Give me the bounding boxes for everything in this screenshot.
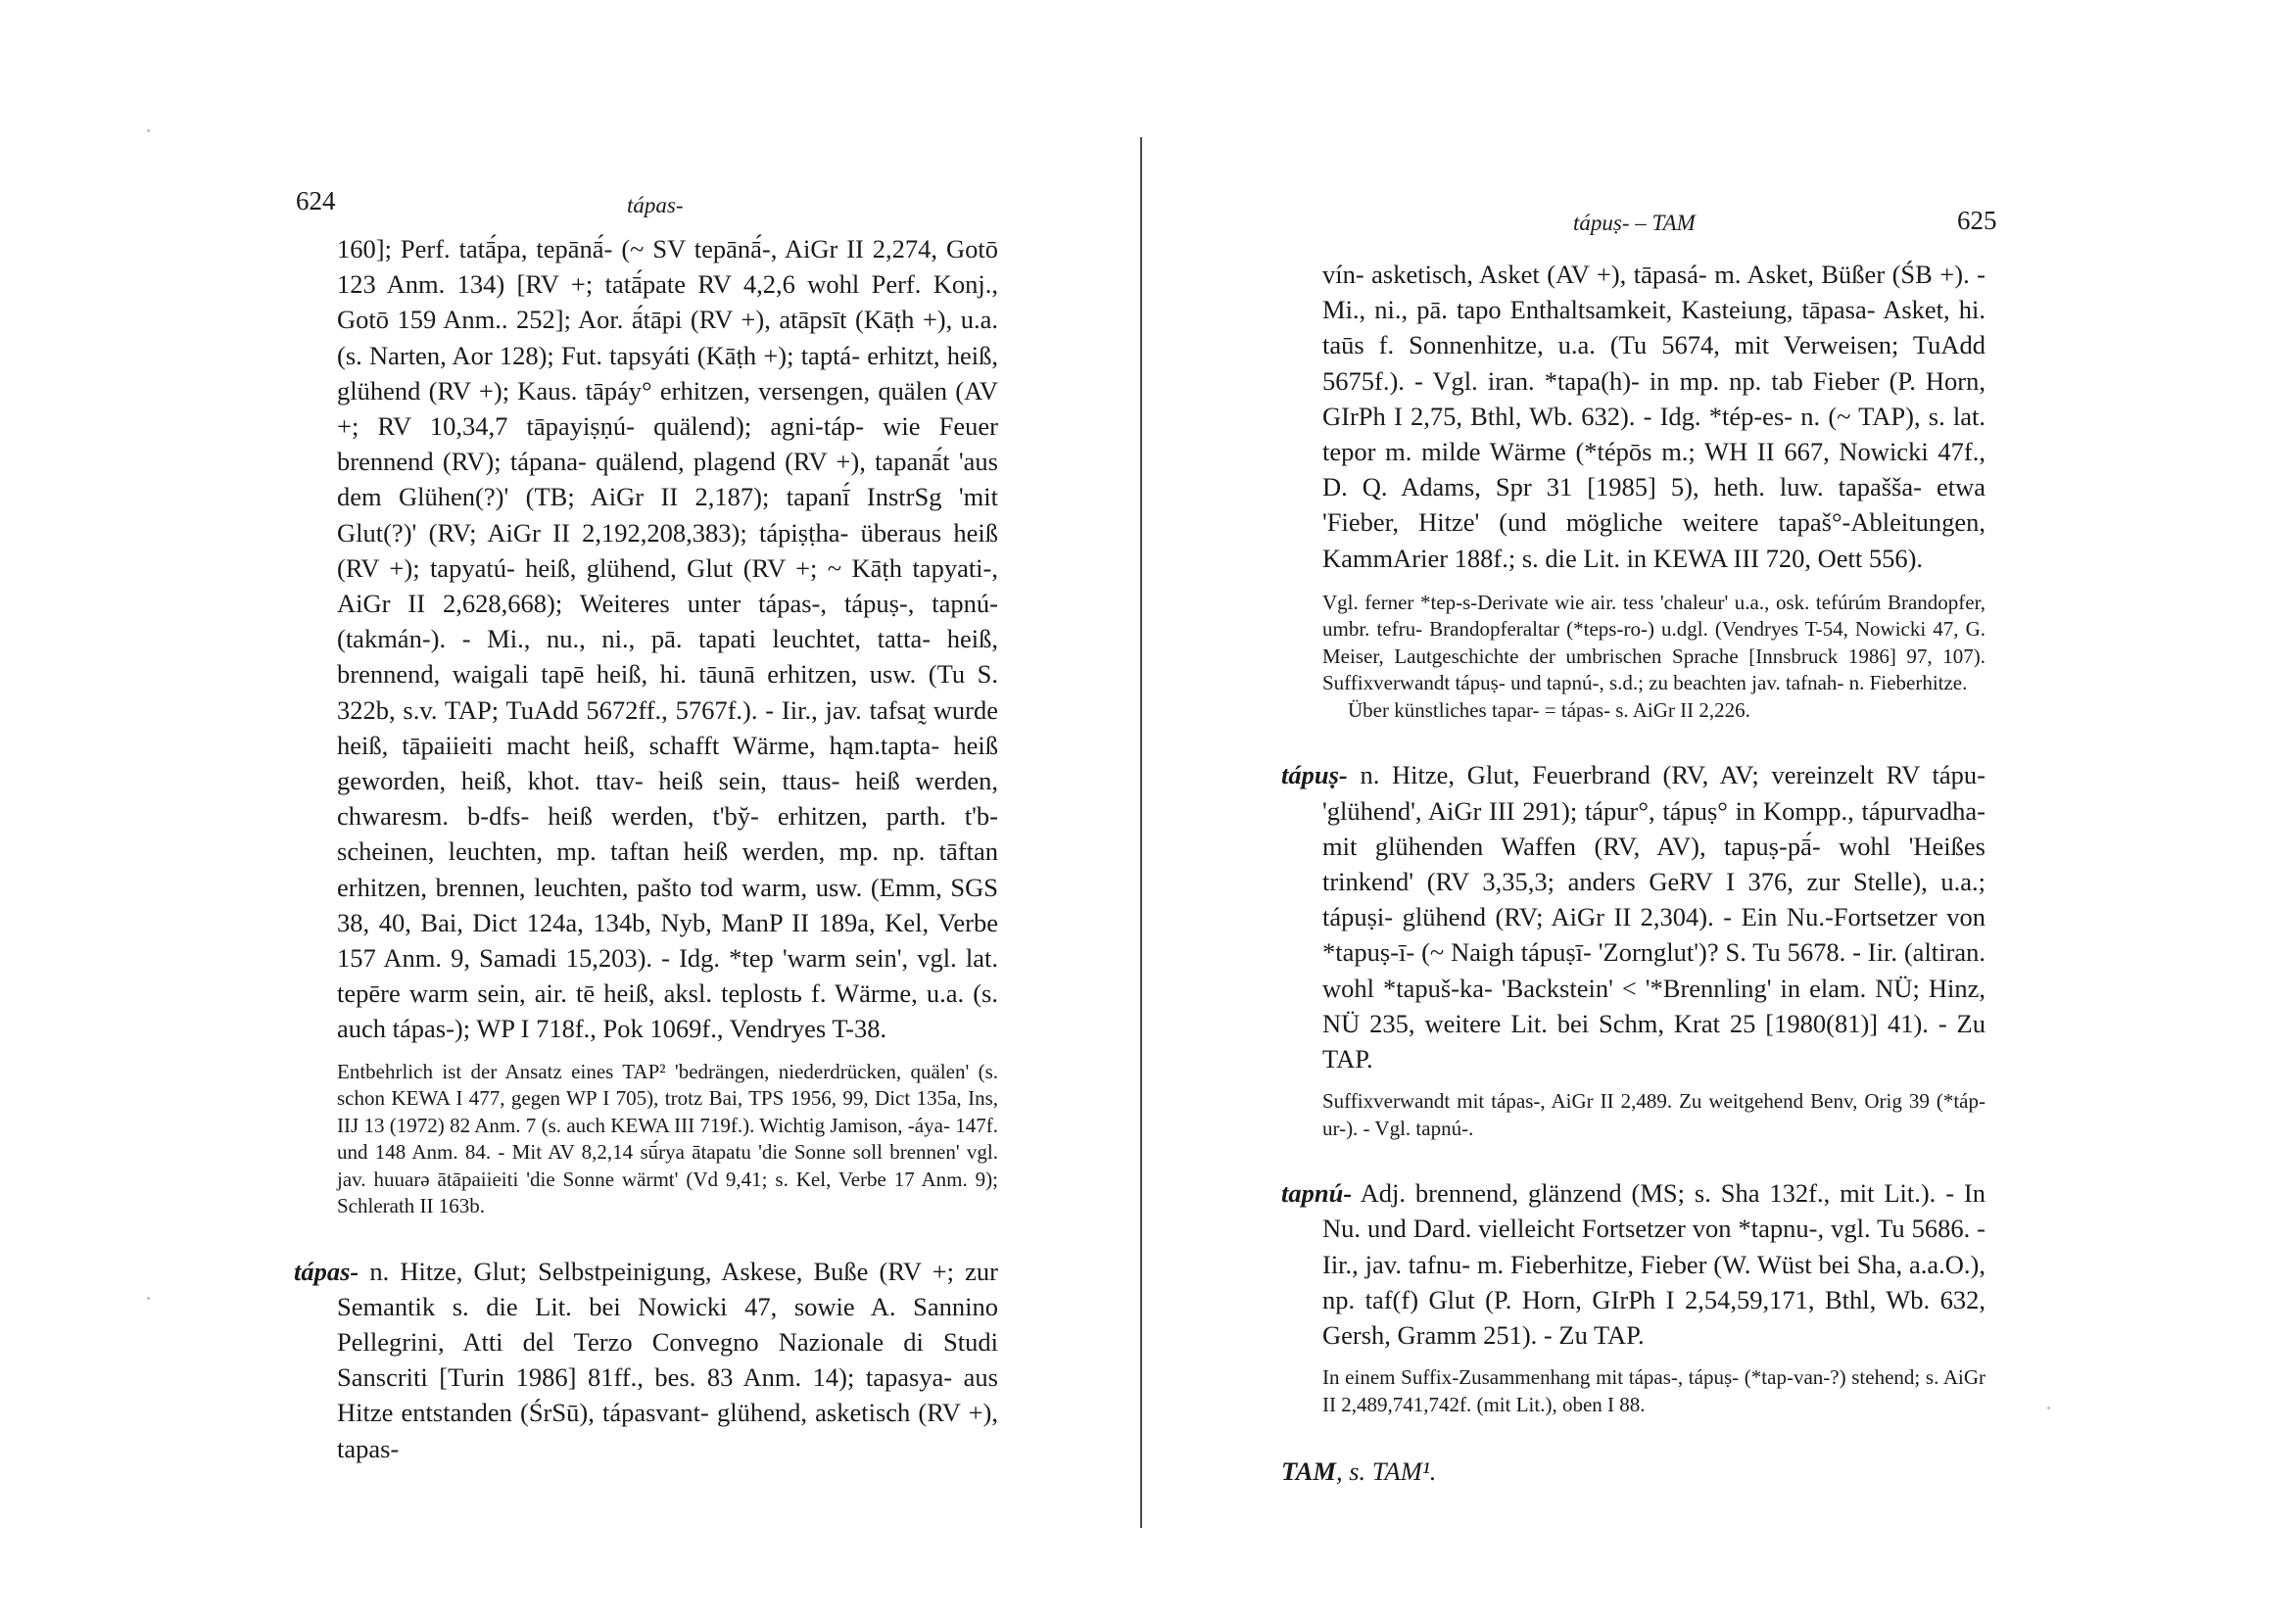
running-head-right: tápuṣ- – TAM [1573, 211, 1696, 235]
entry-text: n. Hitze, Glut, Feuerbrand (RV, AV; vereinzelt RV tápu- 'glühend', AiGr III 291); tápur°, tápuṣ° in Kompp., tápurvadha- mit glühenden Waffen (RV, AV), tapuṣ-pā́- wohl 'Heißes trinkend' (RV 3,35,3; anders GeRV I 376, zur Stelle), u.a.; tápuṣi- glühend (RV; AiGr II 2,304). - Ein Nu.-Fortsetzer von *tapuṣ-ī- (~ Naigh tápuṣī- 'Zornglut')? S. Tu 5678. - Iir. (altiran. wohl *tapuš-ka- 'Backstein' < '*Brennling' in elam. NÜ; Hinz, NÜ 235, weitere Lit. bei Schm, Krat 25 [1980(81)] 41). - Zu TAP. [1322, 760, 1985, 1073]
body-paragraph: vín- asketisch, Asket (AV +), tāpasá- m. Asket, Büßer (ŚB +). - Mi., ni., pā. tapo Enthaltsamkeit, Kasteiung, tāpasa- Asket, hi. taūs f. Sonnenhitze, u.a. (Tu 5674, mit Verweisen; TuAdd 5675f.). - Vgl. iran. *tapa(h)- in mp. np. tab Fieber (P. Horn, GIrPh I 2,75, Bthl, Wb. 632). - Idg. *tép-es- n. (~ TAP), s. lat. tepor m. milde Wärme (*tépōs m.; WH II 667, Nowicki 47f., D. Q. Adams, Spr 31 [1985] 5), heth. luw. tapašša- etwa 'Fieber, Hitze' (und mögliche weitere tapaš°-Ableitungen, KammArier 188f.; s. die Lit. in KEWA III 720, Oett 556). [1322, 260, 1985, 573]
right-page [1148, 0, 2296, 1622]
page-gutter [1140, 137, 1142, 1528]
running-head-left: tápas- [627, 193, 684, 217]
dictionary-entry-tam [1281, 1454, 1985, 1489]
scan-speck [2047, 1407, 2050, 1409]
entry-text: Adj. brennend, glänzend (MS; s. Sha 132f., mit Lit.). - In Nu. und Dard. vielleicht Fortsetzer von *tapnu-, vgl. Tu 5686. - Iir., jav. tafnu- m. Fieberhitze, Fieber (W. Wüst bei Sha, a.a.O.), np. taf(f) Glut (P. Horn, GIrPh I 2,54,59,171, Bthl, Wb. 632, Gersh, Gramm 251). - Zu TAP. [1322, 1178, 1985, 1350]
entry-note: In einem Suffix-Zusammenhang mit tápas-, tápuṣ- (*tap-van-?) stehend; s. AiGr II 2,489,741,742f. (mit Lit.), oben I 88. [1322, 1365, 1985, 1416]
scan-speck [147, 1297, 150, 1300]
body-paragraph: 160]; Perf. tatā́pa, tepānā́- (~ SV tepānā́-, AiGr II 2,274, Gotō 123 Anm. 134) [RV +; tatā́pate RV 4,2,6 wohl Perf. Konj., Gotō 159 Anm.. 252]; Aor. ā́tāpi (RV +), atāpsīt (Kāṭh +), u.a. (s. Narten, Aor 128); Fut. tapsyáti (Kāṭh +); taptá- erhitzt, heiß, glühend (RV +); Kaus. tāpáy° erhitzen, versengen, quälen (AV +; RV 10,34,7 tāpayiṣṇú- quälend); agni-táp- wie Feuer brennend (RV); tápana- quälend, plagend (RV +), tapanā́t 'aus dem Glühen(?)' (TB; AiGr II 2,187); tapanī́ InstrSg 'mit Glut(?)' (RV; AiGr II 2,192,208,383); tápiṣṭha- überaus heiß (RV +); tapyatú- heiß, glühend, Glut (RV +; ~ Kāṭh tapyati-, AiGr II 2,628,668); Weiteres unter tápas-, tápuṣ-, tapnú- (takmán-). - Mi., nu., ni., pā. tapati leuchtet, tatta- heiß, brennend, waigali tapē heiß, hi. tāunā erhitzen, usw. (Tu S. 322b, s.v. TAP; TuAdd 5672ff., 5767f.). - Iir., jav. tafsat̰ wurde heiß, tāpaiieiti macht heiß, schafft Wärme, hąm.tapta- heiß geworden, heiß, khot. ttav- heiß sein, ttaus- heiß werden, chwaresm. b-dfs- heiß werden, t'by̆- erhitzen, parth. t'b- scheinen, leuchten, mp. taftan heiß werden, mp. np. tāftan erhitzen, brennen, leuchten, pašto tod warm, usw. (Emm, SGS 38, 40, Bai, Dict 124a, 134b, Nyb, ManP II 189a, Kel, Verbe 157 Anm. 9, Samadi 15,203). - Idg. *tep 'warm sein', vgl. lat. tepēre warm sein, air. tē heiß, aksl. teplostь f. Wärme, u.a. (s. auch tápas-); WP I 718f., Pok 1069f., Vendryes T-38. [337, 234, 998, 1044]
entry-headword: tapnú- [1281, 1178, 1353, 1209]
dictionary-entry-tapnu [1281, 1175, 1985, 1353]
scan-speck [147, 129, 150, 132]
dictionary-entry-tapus [1281, 757, 1985, 1076]
entry-note: Suffixverwandt mit tápas-, AiGr II 2,489. Zu weitgehend Benv, Orig 39 (*táp-ur-). - Vgl. tapnú-. [1322, 1089, 1985, 1140]
entry-headword: tápas- [294, 1256, 359, 1286]
entry-text: , s. TAM¹. [1335, 1456, 1437, 1487]
entry-text: n. Hitze, Glut; Selbstpeinigung, Askese, Buße (RV +; zur Semantik s. die Lit. bei Nowicki 47, sowie A. Sannino Pellegrini, Atti del Terzo Convegno Nazionale di Studi Sanscriti [Turin 1986] 81ff., bes. 83 Anm. 14); tapasya- aus Hitze entstanden (ŚrSū), tápasvant- glühend, asketisch (RV +), tapas- [337, 1256, 998, 1463]
page-number-right: 625 [1957, 206, 1997, 235]
entry-headword: tápuṣ- [1281, 760, 1348, 790]
footnote-paragraph: Vgl. ferner *tep-s-Derivate wie air. tess 'chaleur' u.a., osk. tefúrúm Brandopfer, umbr. tefru- Brandopferaltar (*teps-ro-) u.dgl. (Vendryes T-54, Nowicki 47, G. Meiser, Lautgeschichte der umbrischen Sprache [Innsbruck 1986] 97, 107). Suffixverwandt tápuṣ- und tapnú-, s.d.; zu beachten jav. tafnah- n. Fieberhitze. [1322, 590, 1985, 695]
footnote-paragraph: Über künstliches tapar- = tápas- s. AiGr II 2,226. [1348, 697, 1750, 722]
footnote-paragraph: Entbehrlich ist der Ansatz eines TAP² 'bedrängen, niederdrücken, quälen' (s. schon KEWA I 477, gegen WP I 705), trotz Bai, TPS 1956, 99, Dict 135a, Ins, IIJ 13 (1972) 82 Anm. 7 (s. auch KEWA III 719f.). Wichtig Jamison, -áya- 147f. und 148 Anm. 84. - Mit AV 8,2,14 sū́rya ātapatu 'die Sonne soll brennen' vgl. jav. huuarə ātāpaiieiti 'die Sonne wärmt' (Vd 9,41; s. Kel, Verbe 17 Anm. 9); Schlerath II 163b. [337, 1059, 998, 1218]
right-column [1281, 257, 1985, 1489]
dictionary-entry-tapas [294, 1254, 998, 1466]
page-number-left: 624 [296, 186, 336, 215]
entry-headword: TAM [1281, 1456, 1336, 1487]
left-column [294, 231, 998, 1466]
